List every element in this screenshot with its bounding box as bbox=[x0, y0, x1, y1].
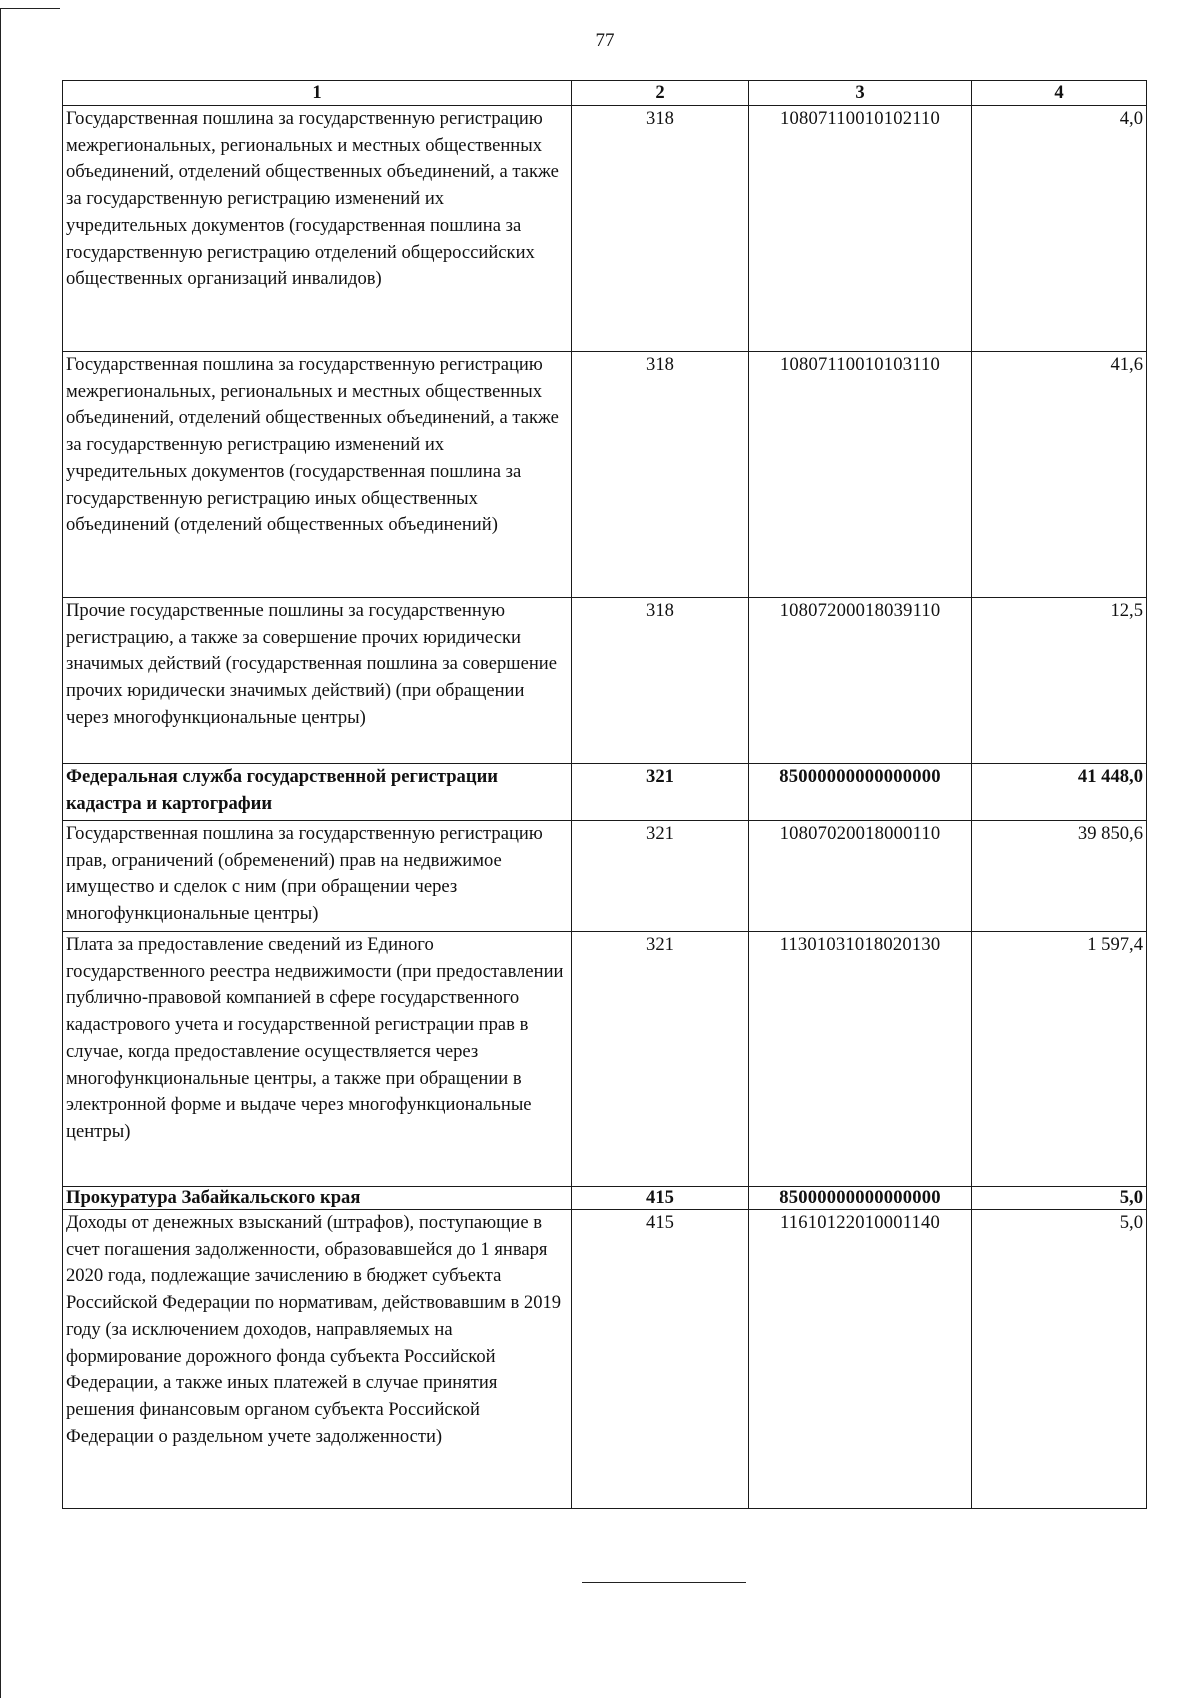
amount-cell: 1 597,4 bbox=[972, 932, 1147, 1187]
revenue-name-cell: Государственная пошлина за государственную регистрацию прав, ограничений (обременений) прав на недвижимое имущество и сделок с ним (при обращении через многофункциональные центры) bbox=[63, 821, 572, 932]
table-row-section bbox=[63, 1187, 1147, 1210]
scan-border-top bbox=[0, 8, 60, 9]
budget-code-cell: 85000000000000000 bbox=[749, 764, 972, 821]
table-row bbox=[63, 932, 1147, 1187]
budget-code-cell: 10807200018039110 bbox=[749, 598, 972, 764]
amount-cell: 12,5 bbox=[972, 598, 1147, 764]
column-header-3: 3 bbox=[749, 81, 972, 106]
table-header-row bbox=[63, 81, 1147, 106]
amount-cell: 5,0 bbox=[972, 1187, 1147, 1210]
amount-cell: 41 448,0 bbox=[972, 764, 1147, 821]
admin-code-cell: 415 bbox=[572, 1210, 749, 1509]
revenue-name-cell: Прочие государственные пошлины за государственную регистрацию, а также за совершение прочих юридически значимых действий (государственная пошлина за совершение прочих юридически значимых действий) (при обращении через многофункциональные центры) bbox=[63, 598, 572, 764]
scan-border-left bbox=[0, 8, 1, 1698]
revenue-table bbox=[62, 80, 1147, 1509]
revenue-name-cell: Государственная пошлина за государственную регистрацию межрегиональных, региональных и местных общественных объединений, отделений общественных объединений, а также за государственную регистрацию изменений их учредительных документов (государственная пошлина за государственную регистрацию иных общественных объединений (отделений общественных объединений) bbox=[63, 352, 572, 598]
revenue-name-cell: Государственная пошлина за государственную регистрацию межрегиональных, региональных и местных общественных объединений, отделений общественных объединений, а также за государственную регистрацию изменений их учредительных документов (государственная пошлина за государственную регистрацию отделений общероссийских общественных организаций инвалидов) bbox=[63, 106, 572, 352]
amount-cell: 41,6 bbox=[972, 352, 1147, 598]
amount-cell: 39 850,6 bbox=[972, 821, 1147, 932]
amount-cell: 5,0 bbox=[972, 1210, 1147, 1509]
table-row bbox=[63, 598, 1147, 764]
budget-code-cell: 10807020018000110 bbox=[749, 821, 972, 932]
section-name-cell: Прокуратура Забайкальского края bbox=[63, 1187, 572, 1210]
column-header-1: 1 bbox=[63, 81, 572, 106]
column-header-4: 4 bbox=[972, 81, 1147, 106]
page-number: 77 bbox=[595, 30, 615, 51]
admin-code-cell: 415 bbox=[572, 1187, 749, 1210]
table-row bbox=[63, 1210, 1147, 1509]
admin-code-cell: 318 bbox=[572, 106, 749, 352]
table-row bbox=[63, 821, 1147, 932]
amount-cell: 4,0 bbox=[972, 106, 1147, 352]
footer-divider bbox=[582, 1582, 746, 1583]
section-name-cell: Федеральная служба государственной регистрации кадастра и картографии bbox=[63, 764, 572, 821]
budget-code-cell: 11301031018020130 bbox=[749, 932, 972, 1187]
table-row-section bbox=[63, 764, 1147, 821]
table-row bbox=[63, 352, 1147, 598]
admin-code-cell: 321 bbox=[572, 821, 749, 932]
column-header-2: 2 bbox=[572, 81, 749, 106]
budget-code-cell: 11610122010001140 bbox=[749, 1210, 972, 1509]
budget-code-cell: 10807110010102110 bbox=[749, 106, 972, 352]
budget-code-cell: 10807110010103110 bbox=[749, 352, 972, 598]
admin-code-cell: 321 bbox=[572, 764, 749, 821]
table-row bbox=[63, 106, 1147, 352]
admin-code-cell: 318 bbox=[572, 352, 749, 598]
budget-code-cell: 85000000000000000 bbox=[749, 1187, 972, 1210]
revenue-name-cell: Доходы от денежных взысканий (штрафов), поступающие в счет погашения задолженности, образовавшейся до 1 января 2020 года, подлежащие зачислению в бюджет субъекта Российской Федерации по нормативам, действовавшим в 2019 году (за исключением доходов, направляемых на формирование дорожного фонда субъекта Российской Федерации, а также иных платежей в случае принятия решения финансовым органом субъекта Российской Федерации о раздельном учете задолженности) bbox=[63, 1210, 572, 1509]
admin-code-cell: 318 bbox=[572, 598, 749, 764]
admin-code-cell: 321 bbox=[572, 932, 749, 1187]
revenue-name-cell: Плата за предоставление сведений из Единого государственного реестра недвижимости (при предоставлении публично-правовой компанией в сфере государственного кадастрового учета и государственной регистрации прав в случае, когда предоставление осуществляется через многофункциональные центры, а также при обращении в электронной форме и выдаче через многофункциональные центры) bbox=[63, 932, 572, 1187]
